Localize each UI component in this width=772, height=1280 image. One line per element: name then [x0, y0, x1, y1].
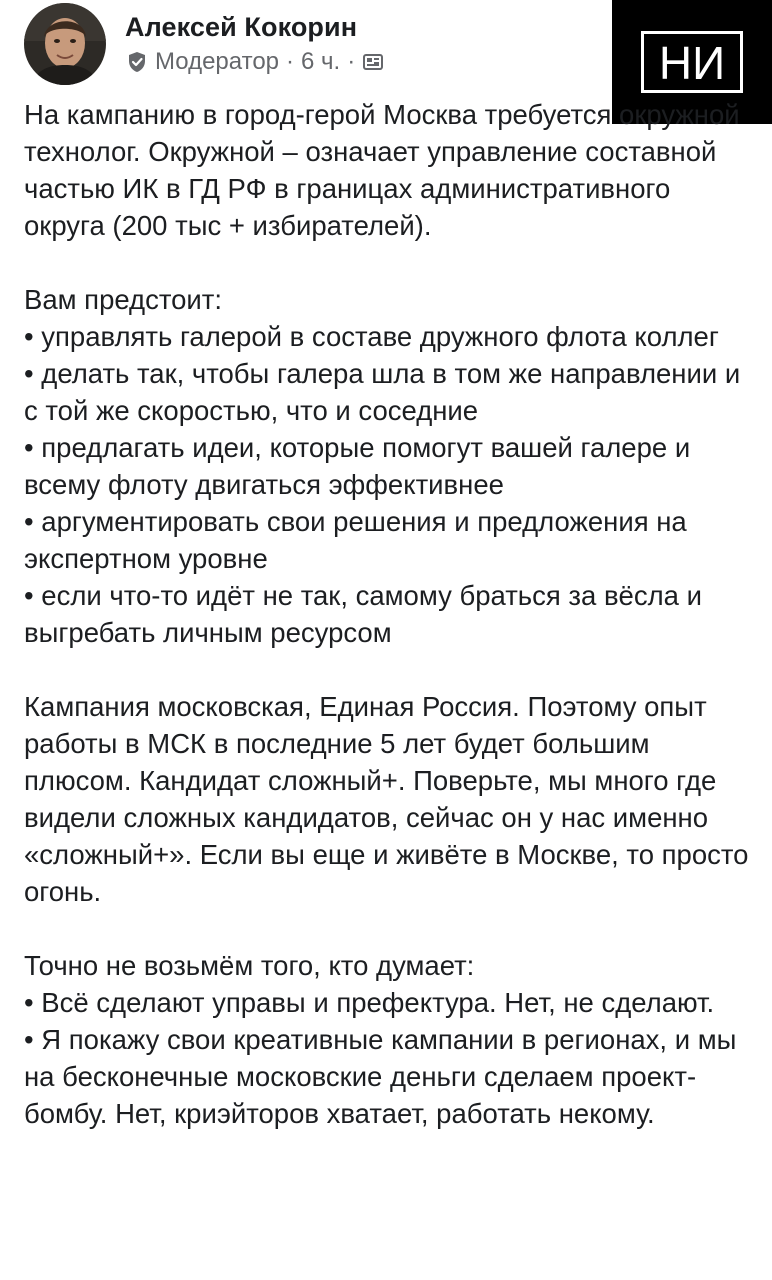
- list-item: • если что-то идёт не так, самому браться за вёсла и выгребать личным ресурсом: [24, 577, 754, 651]
- list-item: • предлагать идеи, которые помогут вашей галере и всему флоту двигаться эффективнее: [24, 429, 754, 503]
- list-item: • Всё сделают управы и префектура. Нет, не сделают.: [24, 984, 754, 1021]
- post-paragraph: Точно не возьмём того, кто думает:: [24, 950, 475, 981]
- logo-mark-icon: [641, 31, 743, 93]
- post-subline: [125, 47, 384, 77]
- paragraph-gap: [24, 651, 754, 688]
- post-header: [24, 2, 384, 86]
- post-meta: [125, 11, 384, 77]
- post-paragraph: Кампания московская, Единая Россия. Поэтому опыт работы в МСК в последние 5 лет будет большим плюсом. Кандидат сложный+. Поверьте, мы много где видели сложных кандидатов, сейчас он у нас именно «сложный+». Если вы еще и живёте в Москве, то просто огонь.: [24, 691, 749, 907]
- avatar[interactable]: [24, 3, 106, 85]
- author-name[interactable]: Алексей Кокорин: [125, 12, 358, 42]
- group-icon: [362, 51, 384, 73]
- list-item: • делать так, чтобы галера шла в том же направлении и с той же скоростью, что и соседние: [24, 355, 754, 429]
- logo-text: НИ: [658, 37, 726, 89]
- paragraph-gap: [24, 244, 754, 281]
- separator-dot: ·: [347, 48, 356, 75]
- list-item: • Я покажу свои креативные кампании в регионах, и мы на бесконечные московские деньги сделаем проект-бомбу. Нет, криэйторов хватает, работать некому.: [24, 1021, 754, 1132]
- list-item: • аргументировать свои решения и предложения на экспертном уровне: [24, 503, 754, 577]
- list-item: • управлять галерой в составе дружного флота коллег: [24, 318, 754, 355]
- paragraph-gap: [24, 910, 754, 947]
- post-body: [24, 96, 754, 1132]
- post-time[interactable]: 6 ч.: [301, 48, 341, 75]
- separator-dot: ·: [286, 48, 295, 75]
- moderator-shield-icon: [125, 50, 149, 74]
- author-role: Модератор: [155, 48, 280, 75]
- post-paragraph: Вам предстоит:: [24, 284, 223, 315]
- post-paragraph: На кампанию в город-герой Москва требуется окружной технолог. Окружной – означает управление составной частью ИК в ГД РФ в границах административного округа (200 тыс + избирателей).: [24, 99, 740, 241]
